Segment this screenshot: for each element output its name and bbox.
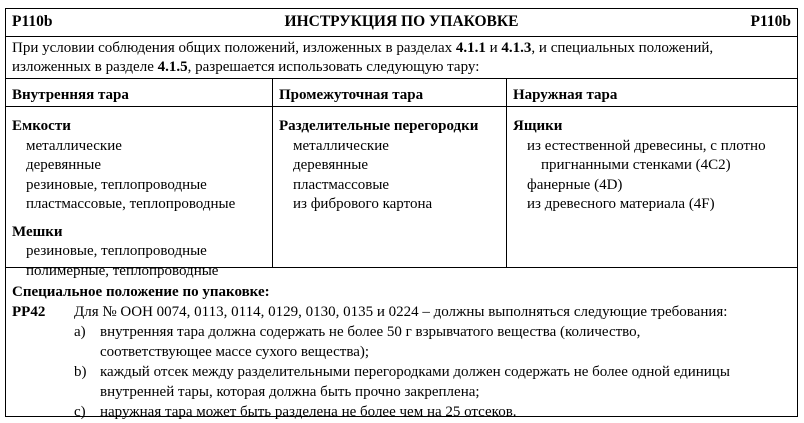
- instruction-code-right: P110b: [750, 13, 791, 30]
- intro-text: и: [485, 40, 502, 56]
- intermediate-packaging-cell: [279, 117, 504, 215]
- requirement-item: [74, 323, 792, 363]
- outer-packaging-cell: [513, 117, 793, 215]
- list-item: пластмассовые: [293, 176, 390, 193]
- instruction-code-left: P110b: [12, 13, 53, 30]
- packing-instruction-table: [5, 8, 798, 420]
- group-heading: Ящики: [513, 118, 563, 134]
- list-item: из древесного материала (4F): [527, 196, 715, 212]
- intro-text: , и специальных положений,: [531, 40, 714, 56]
- requirement-key: c): [74, 404, 86, 420]
- list-item: металлические: [293, 137, 389, 154]
- requirement-key: b): [74, 364, 87, 380]
- group-heading: Емкости: [12, 118, 71, 134]
- requirement-key: a): [74, 324, 86, 340]
- column-header-inner: Внутренняя тара: [12, 87, 129, 103]
- intro-text: изложенных в разделе: [12, 59, 158, 75]
- provision-code: PP42: [12, 304, 46, 320]
- list-item: металлические: [26, 137, 122, 154]
- requirement-line: внутренней тары, которая должна быть прочно закреплена;: [100, 384, 480, 400]
- intro-text: , разрешается использовать следующую тару:: [187, 59, 480, 75]
- instruction-title: ИНСТРУКЦИЯ ПО УПАКОВКЕ: [284, 13, 519, 30]
- intro-ref: 4.1.1: [455, 40, 486, 56]
- column-divider: [506, 78, 507, 267]
- list-item: фанерные (4D): [527, 176, 623, 193]
- list-item: полимерные, теплопроводные: [26, 262, 219, 279]
- inner-packaging-cell: [12, 117, 270, 281]
- intro-text: При условии соблюдения общих положений, изложенных в разделах: [12, 40, 456, 56]
- group-heading: Мешки: [12, 223, 63, 240]
- list-item-continuation: пригнанными стенками (4С2): [541, 157, 731, 173]
- group-heading: Разделительные перегородки: [279, 118, 479, 134]
- list-item: резиновые, теплопроводные: [26, 243, 207, 259]
- requirement-line: соответствующее массе сухого вещества);: [100, 344, 370, 360]
- provision-text: Для № ООН 0074, 0113, 0114, 0129, 0130, 0135 и 0224 – должны выполняться следующие требования:: [74, 304, 728, 320]
- title-row: [6, 9, 797, 37]
- column-header-outer: Наружная тара: [513, 87, 618, 103]
- column-divider: [272, 78, 273, 267]
- list-item: деревянные: [26, 157, 102, 173]
- list-item: деревянные: [293, 157, 369, 173]
- requirement-line: каждый отсек между разделительными перегородками должен содержать не более одной единицы: [100, 364, 730, 380]
- list-item: из естественной древесины, с плотно: [527, 137, 766, 154]
- list-item: резиновые, теплопроводные: [26, 176, 207, 193]
- column-header-intermediate: Промежуточная тара: [279, 87, 424, 103]
- requirement-line: внутренняя тара должна содержать не более 50 г взрывчатого вещества (количество,: [100, 324, 641, 340]
- divider: [6, 106, 797, 107]
- list-item: из фибрового картона: [293, 196, 433, 212]
- divider: [6, 78, 797, 79]
- intro-paragraph: [12, 39, 782, 77]
- intro-ref: 4.1.3: [501, 40, 532, 56]
- requirement-line: наружная тара может быть разделена не более чем на 25 отсеков.: [100, 404, 517, 420]
- list-item: пластмассовые, теплопроводные: [26, 196, 236, 212]
- requirement-item: [74, 363, 792, 403]
- requirement-item: [74, 403, 792, 423]
- special-provision: [12, 283, 794, 420]
- special-provision-heading: Специальное положение по упаковке:: [12, 284, 270, 300]
- intro-ref: 4.1.5: [157, 59, 188, 75]
